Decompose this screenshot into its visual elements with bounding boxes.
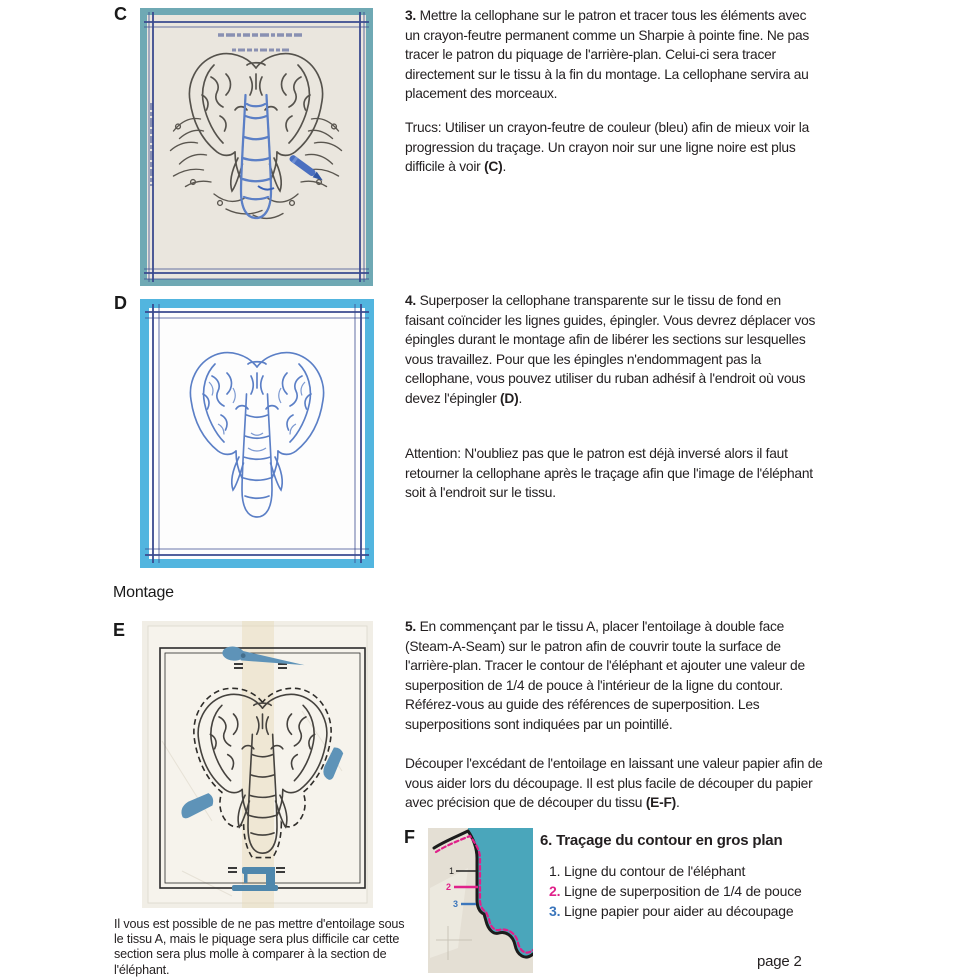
step-4-paragraph: [405, 291, 820, 409]
figure-f-drawing: [428, 828, 533, 973]
figure-f-image: [428, 828, 533, 973]
figure-d-paper: [149, 308, 365, 559]
figure-c-image: [140, 8, 373, 286]
callout-3-number: 3: [453, 899, 459, 909]
trucs-tail: .: [502, 159, 507, 175]
montage-heading: Montage: [113, 584, 174, 601]
figure-e-photo: [142, 621, 373, 908]
step-5b-tail: .: [675, 795, 680, 811]
step-4-figure-ref: (D): [500, 390, 519, 406]
figure-c-drawing: [140, 8, 373, 286]
step-5-number: 5.: [405, 619, 417, 634]
trucs-figure-ref: (C): [484, 159, 503, 175]
legend-2-number: 2.: [549, 883, 561, 899]
step-3-paragraph: [405, 6, 820, 104]
legend-1-label: Ligne du contour de l'éléphant: [563, 863, 746, 879]
legend-1-number: 1.: [549, 863, 561, 879]
contour-legend: [549, 861, 802, 921]
step-4-tail: .: [518, 390, 523, 406]
tape-strip: [242, 621, 274, 908]
figure-d-drawing: [140, 299, 374, 568]
legend-item-overlap: [549, 881, 802, 901]
figure-f-label: F: [404, 827, 415, 847]
step-5b-paragraph: [405, 754, 823, 813]
figure-e-drawing: [142, 621, 373, 908]
legend-3-label: Ligne papier pour aider au découpage: [563, 903, 794, 919]
page-number: page 2: [757, 953, 802, 970]
callout-2-number: 2: [446, 882, 452, 892]
legend-item-paper: [549, 901, 802, 921]
legend-3-number: 3.: [549, 903, 561, 919]
figure-c-label: C: [114, 4, 127, 24]
trucs-paragraph: [405, 118, 820, 177]
step-3-number: 3.: [405, 8, 417, 23]
step-3-text: Mettre la cellophane sur le patron et tracer tous les éléments avec un crayon-feutre permanent comme un Sharpie à pointe fine. Ne pas tracer le patron du piquage de l'arrière-plan. Celui-ci sera tracer directement sur le tissu à la fin du montage. La cellophane servira au placement des morceaux.: [405, 8, 810, 102]
step-5b-text: Découper l'excédant de l'entoilage en laissant une valeur papier afin de vous aider lors du découpage. Il est plus facile de découper du papier avec précision que de découper du tissu: [405, 756, 823, 811]
figure-e-label: E: [113, 620, 126, 640]
trucs-text: Trucs: Utiliser un crayon-feutre de couleur (bleu) afin de mieux voir la progression du traçage. Un crayon noir sur une ligne noire est plus difficile à voir: [405, 120, 810, 175]
figure-d-label: D: [114, 293, 127, 313]
figure-e-caption: Il vous est possible de ne pas mettre d'entoilage sous le tissu A, mais le piquage sera plus difficile car cette section sera plus molle à comparer à la section de l'éléphant.: [114, 917, 405, 977]
step-4-number: 4.: [405, 293, 417, 308]
figure-c-paper: [147, 15, 366, 279]
legend-2-label: Ligne de superposition de 1/4 de pouce: [563, 883, 802, 899]
step-4-text: Superposer la cellophane transparente sur le tissu de fond en faisant coïncider les lignes guides, épingler. Vous devrez déplacer vos épingles durant le montage afin de libérer les sections sur lesquelles vous travaillez. Pour que les épingles n'endommagent pas la cellophane, vous pouvez utiliser du ruban adhésif à l'endroit où vous devez l'épingler: [405, 293, 816, 406]
step-5-paragraph: [405, 617, 823, 735]
attention-paragraph: Attention: N'oubliez pas que le patron est déjà inversé alors il faut retourner la cellophane après le traçage afin que l'image de l'éléphant soit à l'endroit sur le tissu.: [405, 446, 813, 501]
step-5-text: En commençant par le tissu A, placer l'entoilage à double face (Steam-A-Seam) sur le patron afin de couvrir toute la surface de l'arrière-plan. Tracer le contour de l'éléphant et ajouter une valeur de superposition de 1/4 de pouce à l'intérieur de la ligne du contour. Référez-vous au guide des références de superposition. Les superpositions sont indiquées par un pointillé.: [405, 619, 805, 732]
step-5b-figure-ref: (E-F): [645, 795, 676, 811]
legend-item-contour: [549, 861, 802, 881]
callout-1-number: 1: [449, 866, 455, 876]
step-6-heading: 6. Traçage du contour en gros plan: [540, 832, 783, 849]
figure-d-image: [140, 299, 374, 568]
